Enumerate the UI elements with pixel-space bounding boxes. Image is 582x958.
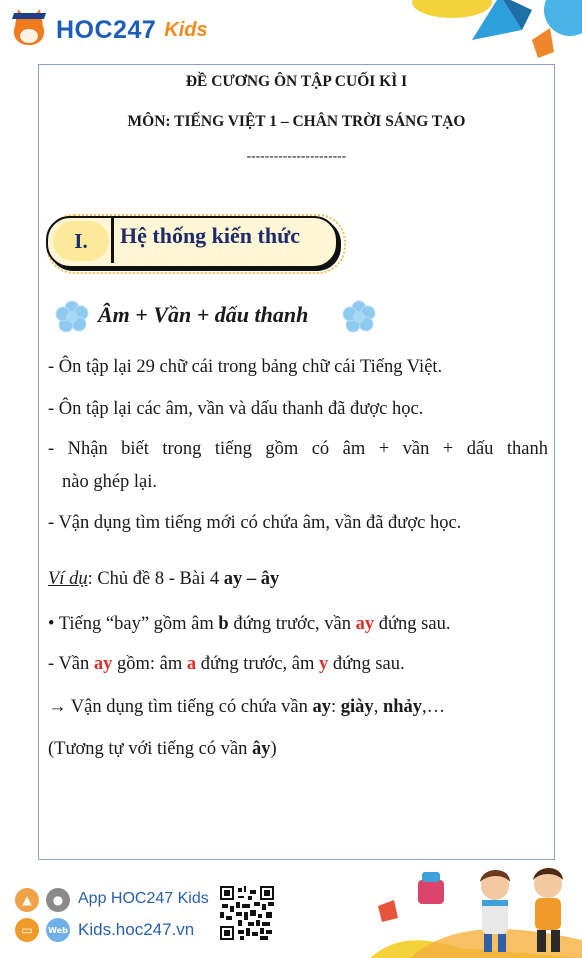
fox-mascot-icon xyxy=(8,9,50,51)
apple-icon[interactable]: ● xyxy=(46,888,70,912)
example-label: Ví dụ xyxy=(48,569,88,589)
website-link[interactable]: Kids.hoc247.vn xyxy=(78,920,195,939)
example-bullet: • Tiếng “bay” gồm âm b đứng trước, vần ay đứng sau. xyxy=(48,614,451,634)
brand-logo[interactable] xyxy=(8,10,208,50)
flower-icon xyxy=(55,300,89,334)
flower-icon xyxy=(342,300,376,334)
example-line: Ví dụ: Chủ đề 8 - Bài 4 ay – ây xyxy=(48,569,280,589)
list-item: - Ôn tập lại 29 chữ cái trong bảng chữ cái Tiếng Việt. xyxy=(48,357,443,377)
document-title: ĐỀ CƯƠNG ÔN TẬP CUỐI KÌ I xyxy=(185,73,408,90)
subheading: Âm + Vần + dấu thanh xyxy=(98,302,309,327)
brand-suffix: Kids xyxy=(164,18,208,41)
list-item: - Nhận biết trong tiếng gồm có âm + vần + dấu thanh xyxy=(48,439,548,459)
section-title: Hệ thống kiến thức xyxy=(120,223,301,248)
children-illustration xyxy=(370,862,582,958)
android-icon[interactable]: ▲ xyxy=(15,888,39,912)
example-bullet: → Vận dụng tìm tiếng có chứa vần ay: giày, nhảy,… xyxy=(48,697,446,717)
title-divider: ---------------------- xyxy=(246,148,347,163)
app-link[interactable]: App HOC247 Kids xyxy=(78,890,209,907)
section-number: I. xyxy=(53,221,109,261)
example-topic: ay – ây xyxy=(223,569,280,589)
brand-name: HOC247 xyxy=(56,15,157,44)
example-bullet: - Vần ay gồm: âm a đứng trước, âm y đứng sau. xyxy=(48,654,405,674)
qr-code-icon[interactable] xyxy=(220,886,274,940)
example-note: (Tương tự với tiếng có vần ây) xyxy=(48,739,277,759)
decorative-shapes-top xyxy=(382,0,582,60)
section-heading-divider xyxy=(111,218,114,263)
list-item-continuation: nào ghép lại. xyxy=(62,472,158,492)
monitor-icon[interactable]: ▭ xyxy=(15,918,39,942)
subject-title: MÔN: TIẾNG VIỆT 1 – CHÂN TRỜI SÁNG TẠO xyxy=(127,113,466,130)
web-icon[interactable]: Web xyxy=(46,918,70,942)
list-item: - Ôn tập lại các âm, vần và dấu thanh đã được học. xyxy=(48,399,424,419)
list-item: - Vận dụng tìm tiếng mới có chứa âm, vần đã được học. xyxy=(48,513,462,533)
